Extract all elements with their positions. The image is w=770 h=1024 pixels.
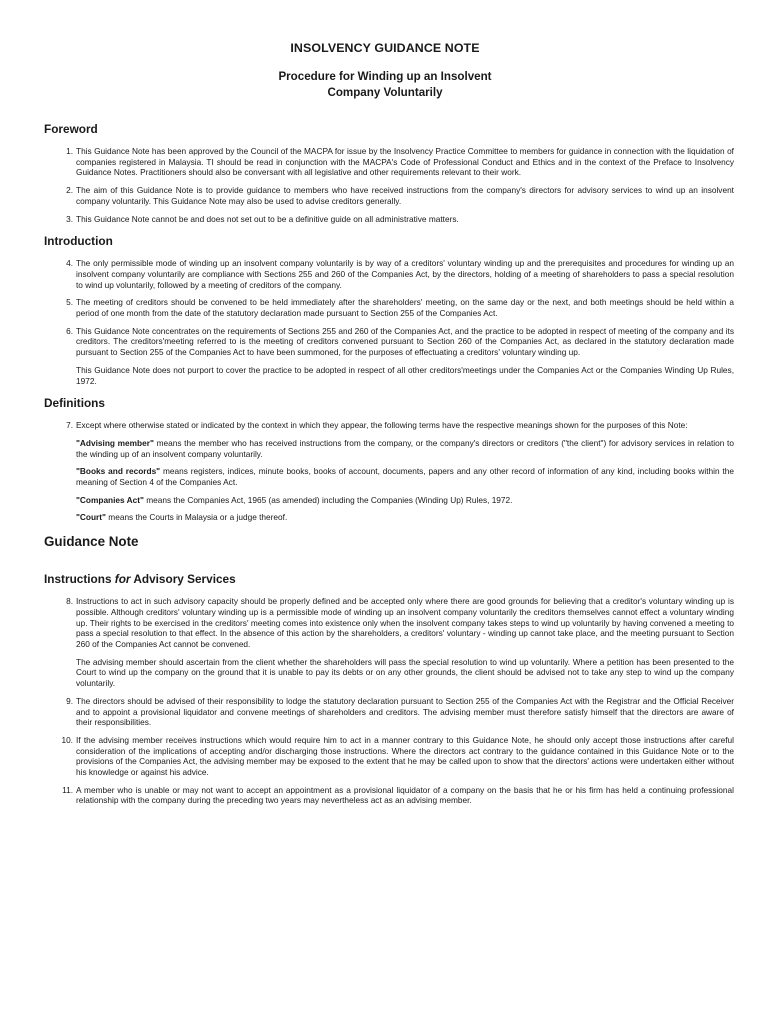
section-heading-guidance-note: Guidance Note: [44, 534, 139, 550]
definition-term: "Companies Act": [76, 494, 144, 505]
definition-entry: [76, 466, 734, 487]
paragraph-body: [76, 326, 734, 387]
paragraph-number: 10.: [61, 734, 73, 745]
numbered-paragraph: [44, 326, 734, 387]
numbered-paragraph: [44, 214, 734, 225]
document-title: INSOLVENCY GUIDANCE NOTE: [290, 41, 480, 55]
paragraph-number: 11.: [62, 784, 73, 795]
definition-term: "Books and records": [76, 466, 161, 477]
paragraph-text: If the advising member receives instructions which would require him to act in a manner contrary to this Guidance Note, he should only accept those instructions after careful consideration of the implications of accepting and/or discharging those instructions. Where the directors act contrary to the guidance contained in this Guidance Note or to the provisions of the Companies Act, the advising member may be exposed to the extent that he may be called upon to show that the directors' actions were undertaken either without his knowledge or against his advice.: [76, 734, 734, 778]
definition-text: means the Companies Act, 1965 (as amended) including the Companies (Winding Up) Rules, 1972.: [143, 494, 513, 505]
section-heading-definitions: Definitions: [44, 396, 105, 411]
paragraph-text: This Guidance Note has been approved by the Council of the MACPA for issue by the Insolvency Practice Committee to members for guidance in connection with the liquidation of companies registered in Malaysia. TI should be read in conjunction with the MACPA's Code of Professional Conduct and Ethics and in the context of the Preface to Insolvency Guidance Notes. Practitioners should also be conversant with all legislative and other requirements relevant to their work.: [76, 146, 734, 178]
definition-text: means the Courts in Malaysia or a judge thereof.: [106, 512, 288, 523]
paragraph-text: This Guidance Note concentrates on the requirements of Sections 255 and 260 of the Companies Act, and the practice to be adopted in respect of meeting of the company and its creditors. The creditors'meeting referred to is the meeting of creditors convened pursuant to Section 260 of the Companies Act, as declared in the statutory declaration made pursuant to Section 255 of the Companies Act to have been summoned, for the purposes of effectuating a creditors' voluntary winding up.: [76, 325, 734, 358]
paragraph-text: The meeting of creditors should be convened to be held immediately after the shareholders' meeting, on the same day or the next, and both meetings should be held within a period of one month from the date of the statutory declaration made pursuant to Section 255 of the Companies Act.: [76, 297, 734, 319]
paragraph-number: 6.: [66, 325, 73, 336]
paragraph-body: [76, 596, 734, 689]
paragraph-number: 5.: [66, 297, 73, 308]
paragraph-number: 9.: [66, 695, 73, 706]
definition-text: means the member who has received instructions from the company, or the company's directors or creditors ("the client") for advisory services in relation to the winding up of an insolvent company voluntarily.: [76, 437, 734, 459]
numbered-paragraph: [44, 185, 734, 206]
paragraph-continuation: This Guidance Note does not purport to cover the practice to be adopted in respect of all other creditors'meetings under the Companies Act or the Companies Winding Up Rules, 1972.: [76, 364, 734, 386]
paragraph-number: 2.: [66, 185, 73, 196]
sub-heading-advisory-services: Instructions for Advisory Services: [44, 572, 236, 587]
paragraph-continuation: The advising member should ascertain from the client whether the shareholders will pass the special resolution to wind up voluntarily. Where a petition has been presented to the Court to wind up the company on the ground that it is unable to pay its debts or on any other grounds, the client should be advised not to take any step to wind up the company voluntarily.: [76, 656, 734, 689]
definition-text: means registers, indices, minute books, books of account, documents, papers and any other record of information of any kind, including books within the meaning of Section 4 of the Companies Act.: [76, 466, 734, 488]
paragraph-text: The aim of this Guidance Note is to provide guidance to members who have received instructions from the company's directors for advisory services to wind up an insolvent company voluntarily. This Guidance Note may also be used to advise creditors generally.: [76, 185, 734, 206]
definition-entry: [76, 512, 734, 523]
definition-term: "Court": [76, 512, 106, 523]
numbered-paragraph: [44, 696, 734, 728]
paragraph-text: Instructions to act in such advisory capacity should be properly defined and be accepted only where there are good grounds for believing that a creditor's voluntary winding up is possible. Although creditors' voluntary winding up is a permissible mode of winding up an insolvent company voluntarily the creditors themselves cannot effect a voluntary winding up. Their rights to be exercised in the creditors' meeting comes into existence only when the insolvent company takes steps to wind up voluntarily by having convened a meeting to pass a special resolution to that effect. In the absence of this action by the shareholders, a creditors' voluntary - winding up cannot take place, and the meeting pursuant to Section 260 of the Companies Act cannot be convened.: [76, 596, 734, 649]
numbered-paragraph: [44, 785, 734, 806]
paragraph-text: Except where otherwise stated or indicated by the context in which they appear, the following terms have the respective meanings shown for the purposes of this Note:: [76, 420, 688, 431]
numbered-paragraph: [44, 596, 734, 689]
section-heading-foreword: Foreword: [44, 122, 98, 136]
numbered-paragraph: [44, 420, 734, 523]
paragraph-text: A member who is unable or may not want to accept an appointment as a provisional liquidator of a company on the basis that he or his firm has held a continuing professional relationship with the company during the preceding two years may nevertheless act as an advising member.: [76, 784, 734, 806]
numbered-paragraph: [44, 258, 734, 290]
paragraph-text: The directors should be advised of their responsibility to lodge the statutory declaration pursuant to Section 255 of the Companies Act with the Registrar and the Official Receiver and to appoint a provisional liquidator and convene meetings of shareholders and creditors. The advising member must therefore satisfy himself that the directors are aware of their responsibilities.: [76, 695, 734, 728]
paragraph-number: 8.: [66, 596, 73, 607]
document-subtitle: [0, 69, 770, 101]
section-heading-introduction: Introduction: [44, 234, 113, 249]
numbered-paragraph: [44, 735, 734, 778]
paragraph-number: 7.: [66, 420, 73, 431]
paragraph-body: [76, 420, 734, 523]
subtitle-line-2: Company Voluntarily: [327, 86, 443, 99]
paragraph-number: 4.: [66, 258, 73, 269]
subtitle-line-1: Procedure for Winding up an Insolvent: [278, 70, 492, 83]
definition-entry: [76, 438, 734, 459]
definition-entry: [76, 495, 734, 506]
numbered-paragraph: [44, 146, 734, 178]
paragraph-number: 3.: [66, 213, 73, 224]
document-body: [44, 122, 734, 813]
paragraph-number: 1.: [66, 146, 73, 156]
definition-term: "Advising member": [76, 437, 154, 448]
numbered-paragraph: [44, 297, 734, 318]
paragraph-text: This Guidance Note cannot be and does not set out to be a definitive guide on all administrative matters.: [76, 213, 459, 224]
paragraph-text: The only permissible mode of winding up an insolvent company voluntarily is by way of a creditors' voluntary winding up and the prerequisites and procedures for winding up an insolvent company voluntarily are compliance with Sections 255 and 260 of the Companies Act, by the directors, holding of a meeting of shareholders to pass a special resolution to wind up voluntarily, followed by a meeting of creditors of the company.: [76, 258, 734, 290]
